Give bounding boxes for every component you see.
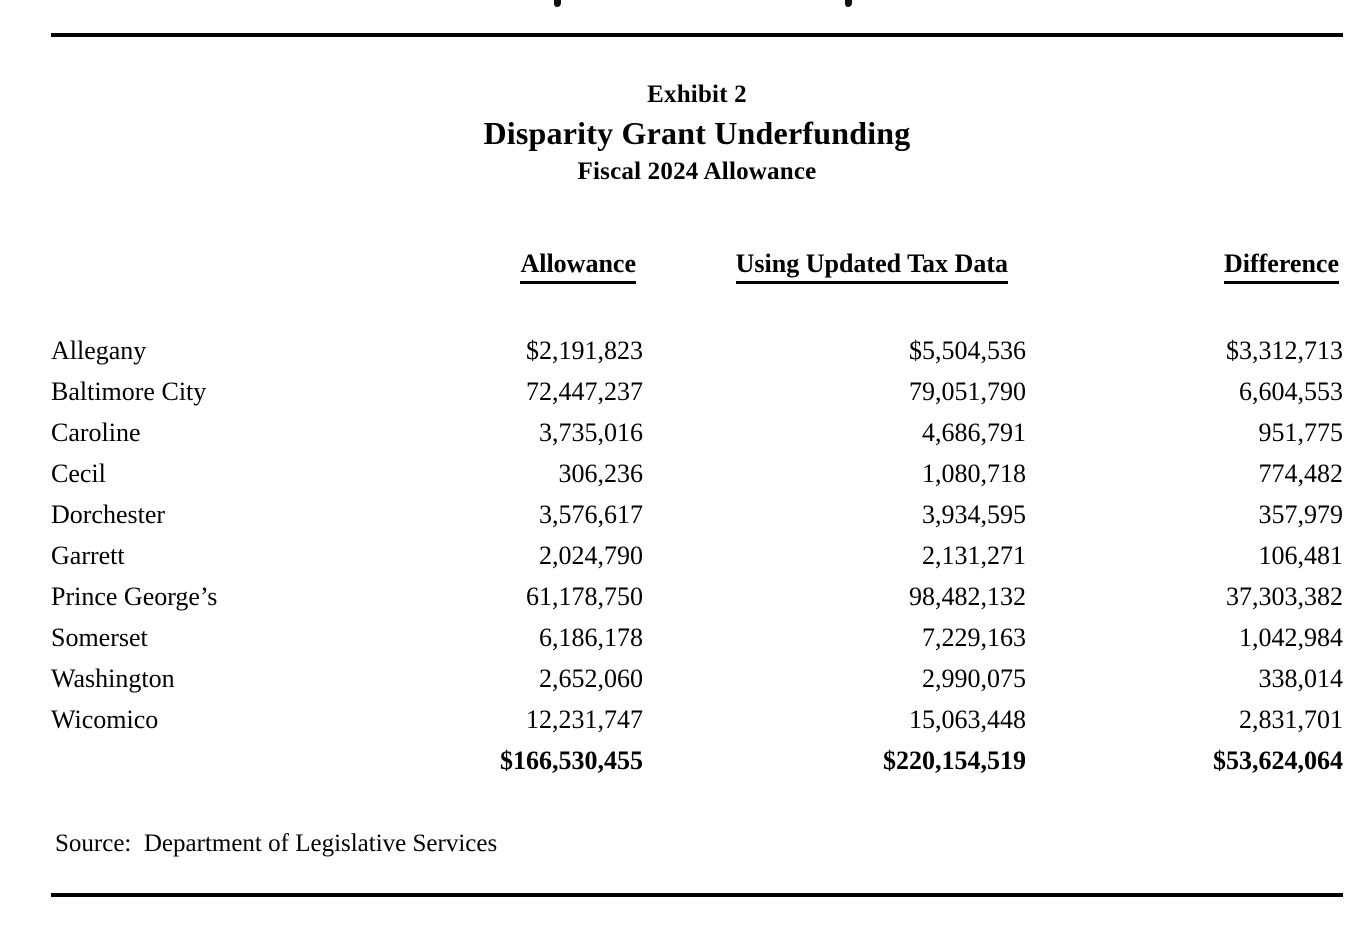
cropped-descender-left — [554, 0, 561, 7]
table-row — [51, 286, 1343, 371]
cell-total-allowance: $166,530,455 — [500, 746, 643, 775]
table-row — [51, 371, 1343, 412]
cell-total-label — [51, 740, 400, 781]
cell-total-updated-tax-data: $220,154,519 — [883, 746, 1026, 775]
bottom-horizontal-rule — [51, 893, 1343, 897]
cell-updated-tax-data: $5,504,536 — [909, 336, 1026, 365]
cell-jurisdiction: Wicomico — [51, 705, 159, 734]
cell-total-difference: $53,624,064 — [1213, 746, 1343, 775]
table-row — [51, 658, 1343, 699]
exhibit-number: Exhibit 2 — [647, 81, 747, 108]
table-body — [51, 286, 1343, 781]
cropped-descender-right — [845, 0, 852, 7]
cell-jurisdiction: Caroline — [51, 418, 141, 447]
table-total-row — [51, 740, 1343, 781]
cell-jurisdiction: Dorchester — [51, 500, 166, 529]
cell-updated-tax-data: 4,686,791 — [922, 418, 1026, 447]
column-header-updated-tax-data: Using Updated Tax Data — [643, 236, 1026, 286]
cell-jurisdiction: Cecil — [51, 459, 106, 488]
disparity-grant-table-container — [51, 236, 1343, 781]
cell-difference: 357,979 — [1258, 500, 1343, 529]
cell-difference: $3,312,713 — [1226, 336, 1343, 365]
cell-updated-tax-data: 2,990,075 — [922, 664, 1026, 693]
cell-jurisdiction: Somerset — [51, 623, 148, 652]
cell-updated-tax-data: 79,051,790 — [909, 377, 1026, 406]
column-header-jurisdiction — [51, 236, 400, 286]
cell-jurisdiction: Allegany — [51, 336, 147, 365]
cell-allowance: 3,735,016 — [539, 418, 643, 447]
cell-updated-tax-data: 3,934,595 — [922, 500, 1026, 529]
table-row — [51, 453, 1343, 494]
cell-allowance: 2,024,790 — [539, 541, 643, 570]
cell-difference: 106,481 — [1258, 541, 1343, 570]
source-note: Source: Department of Legislative Services — [55, 830, 498, 857]
table-header-row — [51, 236, 1343, 286]
cell-difference: 1,042,984 — [1239, 623, 1343, 652]
table-row — [51, 699, 1343, 740]
cell-difference: 2,831,701 — [1239, 705, 1343, 734]
cell-allowance: 12,231,747 — [526, 705, 643, 734]
column-header-allowance: Allowance — [400, 236, 643, 286]
cell-updated-tax-data: 98,482,132 — [909, 582, 1026, 611]
cell-jurisdiction: Baltimore City — [51, 377, 207, 406]
page-title: Disparity Grant Underfunding — [483, 115, 911, 151]
cell-allowance: 3,576,617 — [539, 500, 643, 529]
cell-difference: 951,775 — [1258, 418, 1343, 447]
cell-difference: 774,482 — [1258, 459, 1343, 488]
cell-jurisdiction: Garrett — [51, 541, 125, 570]
cell-allowance: 306,236 — [558, 459, 643, 488]
page-subtitle: Fiscal 2024 Allowance — [577, 158, 817, 185]
table-row — [51, 535, 1343, 576]
cell-updated-tax-data: 15,063,448 — [909, 705, 1026, 734]
cell-difference: 6,604,553 — [1239, 377, 1343, 406]
table-row — [51, 617, 1343, 658]
cell-difference: 37,303,382 — [1226, 582, 1343, 611]
page-crop-artifacts — [0, 0, 1370, 10]
disparity-grant-table — [51, 236, 1343, 781]
cell-allowance: 61,178,750 — [526, 582, 643, 611]
cell-allowance: 72,447,237 — [526, 377, 643, 406]
top-horizontal-rule — [51, 33, 1343, 37]
cell-jurisdiction: Prince George’s — [51, 582, 218, 611]
table-row — [51, 494, 1343, 535]
cell-updated-tax-data: 7,229,163 — [922, 623, 1026, 652]
table-header — [51, 236, 1343, 286]
cell-jurisdiction: Washington — [51, 664, 175, 693]
table-row — [51, 412, 1343, 453]
cell-allowance: $2,191,823 — [526, 336, 643, 365]
cell-updated-tax-data: 1,080,718 — [922, 459, 1026, 488]
table-row — [51, 576, 1343, 617]
exhibit-heading — [51, 78, 1343, 189]
cell-updated-tax-data: 2,131,271 — [922, 541, 1026, 570]
cell-difference: 338,014 — [1258, 664, 1343, 693]
cell-allowance: 2,652,060 — [539, 664, 643, 693]
cell-allowance: 6,186,178 — [539, 623, 643, 652]
column-header-difference: Difference — [1026, 236, 1343, 286]
